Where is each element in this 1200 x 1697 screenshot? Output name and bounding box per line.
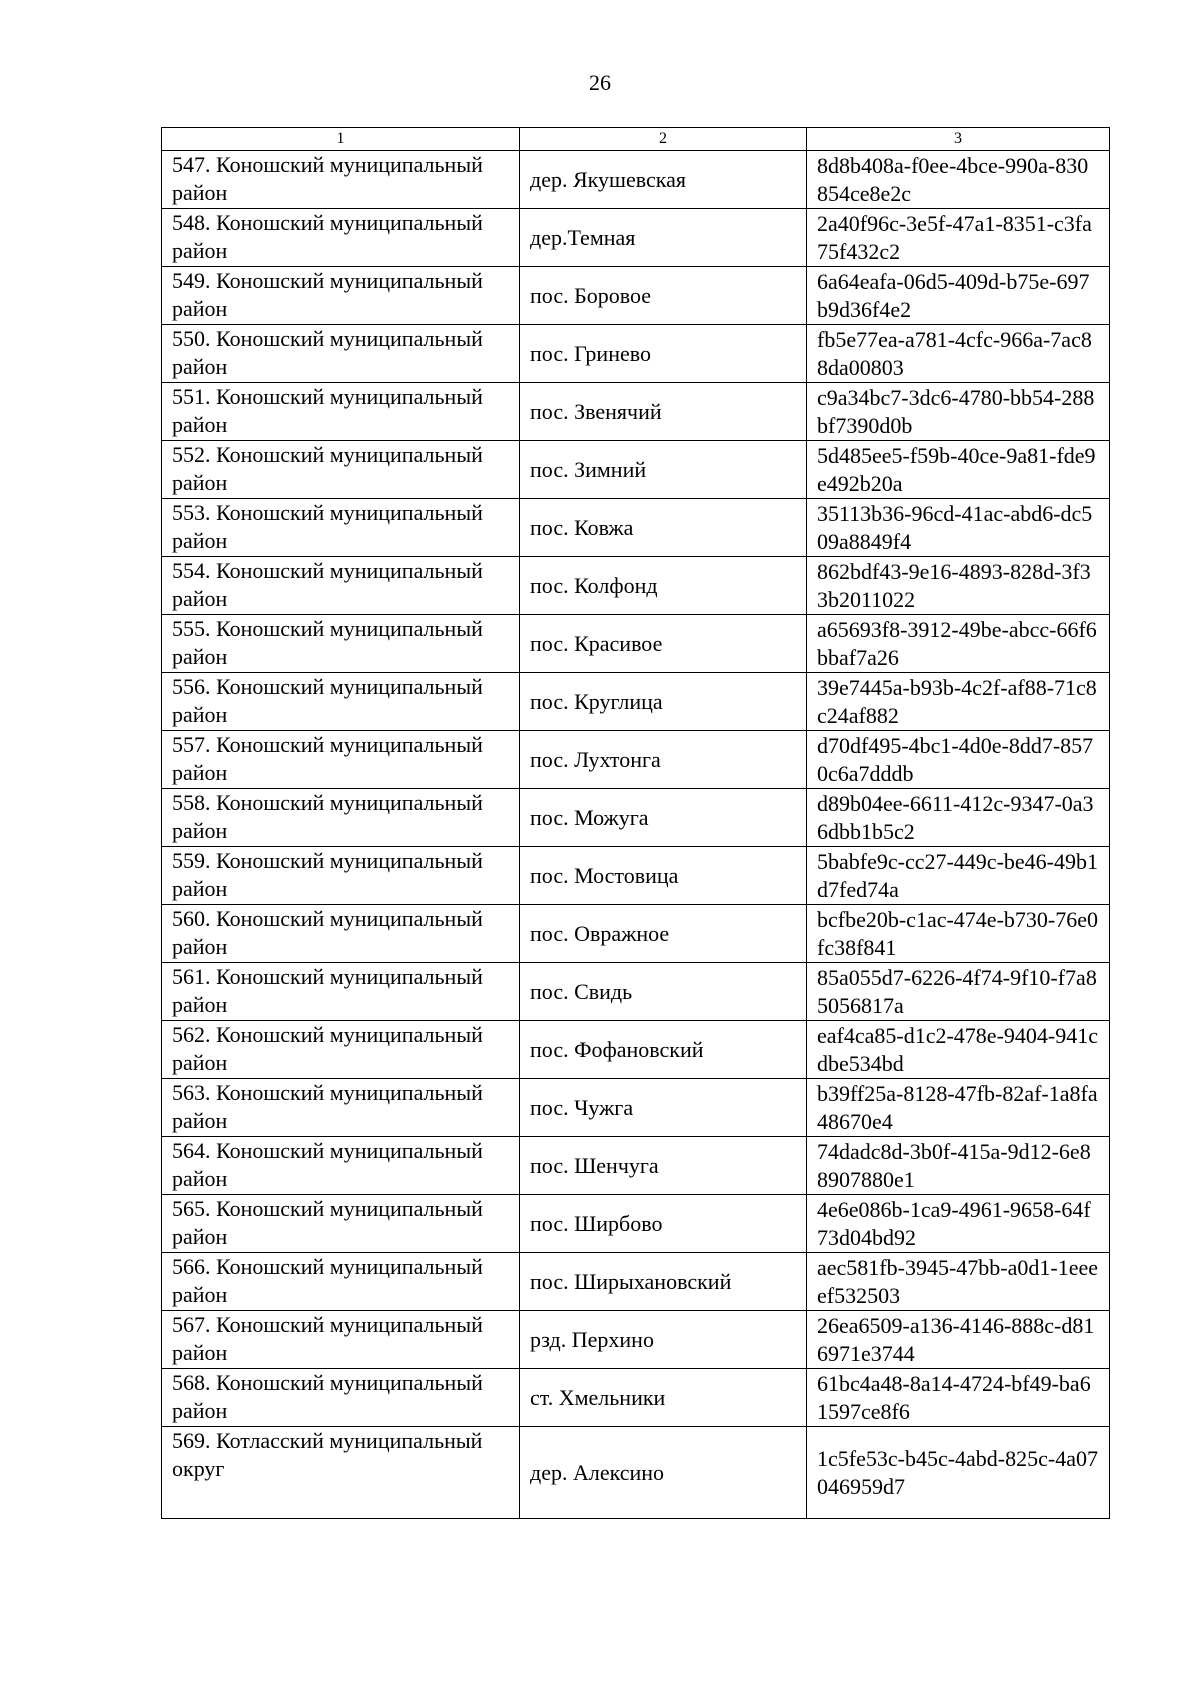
guid-cell: 39e7445a-b93b-4c2f-af88-71c8c24af882 (807, 673, 1110, 731)
column-header-2: 2 (520, 128, 807, 151)
settlement-cell: пос. Овражное (520, 905, 807, 963)
guid-cell: 85a055d7-6226-4f74-9f10-f7a85056817a (807, 963, 1110, 1021)
table-row (162, 1137, 1110, 1195)
guid-cell: aec581fb-3945-47bb-a0d1-1eeeef532503 (807, 1253, 1110, 1311)
municipality-cell: 561. Коношский муниципальный район (162, 963, 520, 1021)
table-row (162, 1369, 1110, 1427)
table-row (162, 963, 1110, 1021)
table-row (162, 209, 1110, 267)
guid-cell: 862bdf43-9e16-4893-828d-3f33b2011022 (807, 557, 1110, 615)
guid-cell: 35113b36-96cd-41ac-abd6-dc509a8849f4 (807, 499, 1110, 557)
municipality-cell: 551. Коношский муниципальный район (162, 383, 520, 441)
settlement-cell: дер.Темная (520, 209, 807, 267)
table-row (162, 499, 1110, 557)
settlement-cell: пос. Боровое (520, 267, 807, 325)
table-row (162, 151, 1110, 209)
settlement-cell: дер. Алексино (520, 1427, 807, 1519)
settlement-cell: пос. Колфонд (520, 557, 807, 615)
settlement-cell: пос. Мостовица (520, 847, 807, 905)
table-row (162, 731, 1110, 789)
municipality-cell: 566. Коношский муниципальный район (162, 1253, 520, 1311)
table-row (162, 267, 1110, 325)
settlement-cell: рзд. Перхино (520, 1311, 807, 1369)
guid-cell: 5d485ee5-f59b-40ce-9a81-fde9e492b20a (807, 441, 1110, 499)
guid-cell: a65693f8-3912-49be-abcc-66f6bbaf7a26 (807, 615, 1110, 673)
settlement-cell: пос. Ширыхановский (520, 1253, 807, 1311)
guid-cell: c9a34bc7-3dc6-4780-bb54-288bf7390d0b (807, 383, 1110, 441)
municipality-cell: 549. Коношский муниципальный район (162, 267, 520, 325)
municipality-cell: 568. Коношский муниципальный район (162, 1369, 520, 1427)
settlement-cell: пос. Гринево (520, 325, 807, 383)
guid-cell: 4e6e086b-1ca9-4961-9658-64f73d04bd92 (807, 1195, 1110, 1253)
table-row (162, 905, 1110, 963)
municipality-cell: 559. Коношский муниципальный район (162, 847, 520, 905)
guid-cell: 8d8b408a-f0ee-4bce-990a-830854ce8e2c (807, 151, 1110, 209)
guid-cell: 61bc4a48-8a14-4724-bf49-ba61597ce8f6 (807, 1369, 1110, 1427)
settlement-cell: пос. Можуга (520, 789, 807, 847)
municipality-cell: 555. Коношский муниципальный район (162, 615, 520, 673)
settlements-table (161, 127, 1110, 1519)
settlement-cell: пос. Ковжа (520, 499, 807, 557)
settlement-cell: пос. Свидь (520, 963, 807, 1021)
municipality-cell: 556. Коношский муниципальный район (162, 673, 520, 731)
table-row (162, 1079, 1110, 1137)
table-row (162, 557, 1110, 615)
settlement-cell: пос. Зимний (520, 441, 807, 499)
table-header-row (162, 128, 1110, 151)
settlement-cell: пос. Шенчуга (520, 1137, 807, 1195)
table-row (162, 383, 1110, 441)
table-row (162, 1427, 1110, 1519)
column-header-3: 3 (807, 128, 1110, 151)
guid-cell: 74dadc8d-3b0f-415a-9d12-6e88907880e1 (807, 1137, 1110, 1195)
guid-cell: d70df495-4bc1-4d0e-8dd7-8570c6a7dddb (807, 731, 1110, 789)
municipality-cell: 557. Коношский муниципальный район (162, 731, 520, 789)
municipality-cell: 569. Котласский муниципальный округ (162, 1427, 520, 1519)
municipality-cell: 564. Коношский муниципальный район (162, 1137, 520, 1195)
table-row (162, 1253, 1110, 1311)
settlement-cell: ст. Хмельники (520, 1369, 807, 1427)
table-row (162, 1311, 1110, 1369)
municipality-cell: 553. Коношский муниципальный район (162, 499, 520, 557)
guid-cell: 2a40f96c-3e5f-47a1-8351-c3fa75f432c2 (807, 209, 1110, 267)
column-header-1: 1 (162, 128, 520, 151)
municipality-cell: 562. Коношский муниципальный район (162, 1021, 520, 1079)
settlement-cell: пос. Звенячий (520, 383, 807, 441)
guid-cell: b39ff25a-8128-47fb-82af-1a8fa48670e4 (807, 1079, 1110, 1137)
settlement-cell: пос. Ширбово (520, 1195, 807, 1253)
guid-cell: bcfbe20b-c1ac-474e-b730-76e0fc38f841 (807, 905, 1110, 963)
municipality-cell: 547. Коношский муниципальный район (162, 151, 520, 209)
page-number: 26 (589, 70, 611, 95)
table-row (162, 789, 1110, 847)
settlement-cell: пос. Круглица (520, 673, 807, 731)
settlement-cell: пос. Чужга (520, 1079, 807, 1137)
municipality-cell: 552. Коношский муниципальный район (162, 441, 520, 499)
guid-cell: eaf4ca85-d1c2-478e-9404-941cdbe534bd (807, 1021, 1110, 1079)
guid-cell: 1c5fe53c-b45c-4abd-825c-4a07046959d7 (807, 1427, 1110, 1519)
municipality-cell: 565. Коношский муниципальный район (162, 1195, 520, 1253)
guid-cell: 6a64eafa-06d5-409d-b75e-697b9d36f4e2 (807, 267, 1110, 325)
table-row (162, 847, 1110, 905)
settlement-cell: пос. Лухтонга (520, 731, 807, 789)
municipality-cell: 560. Коношский муниципальный район (162, 905, 520, 963)
municipality-cell: 548. Коношский муниципальный район (162, 209, 520, 267)
settlement-cell: пос. Красивое (520, 615, 807, 673)
municipality-cell: 550. Коношский муниципальный район (162, 325, 520, 383)
settlement-cell: пос. Фофановский (520, 1021, 807, 1079)
guid-cell: fb5e77ea-a781-4cfc-966a-7ac88da00803 (807, 325, 1110, 383)
municipality-cell: 558. Коношский муниципальный район (162, 789, 520, 847)
table-row (162, 441, 1110, 499)
municipality-cell: 563. Коношский муниципальный район (162, 1079, 520, 1137)
settlement-cell: дер. Якушевская (520, 151, 807, 209)
table-row (162, 673, 1110, 731)
municipality-cell: 554. Коношский муниципальный район (162, 557, 520, 615)
guid-cell: 5babfe9c-cc27-449c-be46-49b1d7fed74a (807, 847, 1110, 905)
municipality-cell: 567. Коношский муниципальный район (162, 1311, 520, 1369)
guid-cell: 26ea6509-a136-4146-888c-d816971e3744 (807, 1311, 1110, 1369)
table-row (162, 1195, 1110, 1253)
table-row (162, 325, 1110, 383)
table-body (162, 151, 1110, 1519)
guid-cell: d89b04ee-6611-412c-9347-0a36dbb1b5c2 (807, 789, 1110, 847)
table-row (162, 615, 1110, 673)
table-row (162, 1021, 1110, 1079)
